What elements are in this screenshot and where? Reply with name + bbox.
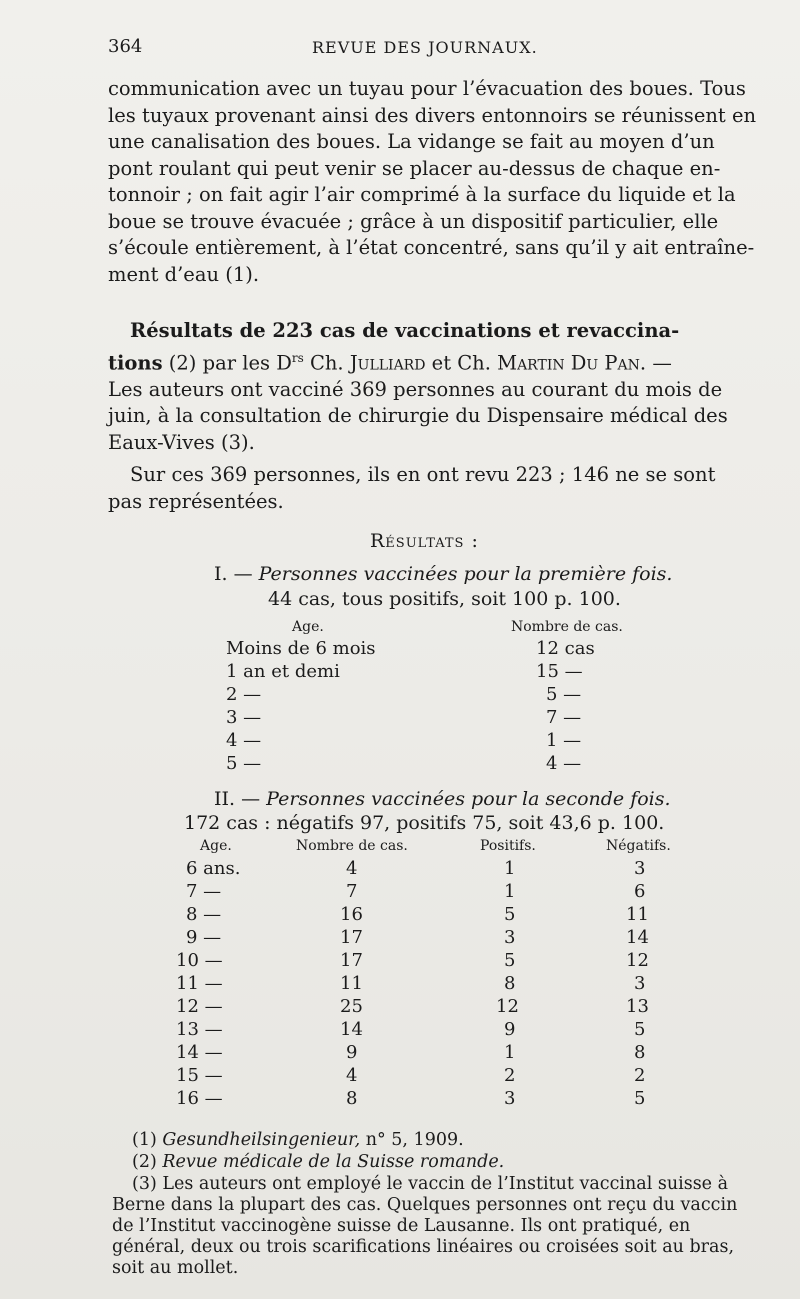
table2-cell-age: 8 — (186, 904, 222, 925)
text-line: pont roulant qui peut venir se placer au-dessus de chaque en- (108, 156, 721, 180)
running-title: REVUE DES JOURNAUX. (312, 38, 538, 57)
table2-cell-age: 9 — (186, 927, 222, 948)
table2-cell-negative: 12 (626, 950, 649, 971)
table2-cell-count: 4 (346, 858, 358, 879)
table1-cell-age: Moins de 6 mois (226, 638, 376, 659)
table2-cell-age: 11 — (176, 973, 223, 994)
table2-cell-negative: 3 (634, 858, 646, 879)
author-and: et Ch. (425, 351, 498, 374)
page-header (0, 36, 800, 60)
table2-cell-negative: 5 (634, 1019, 646, 1040)
table2-cell-positive: 3 (504, 927, 516, 948)
table1-cell-count: 5 — (546, 684, 582, 705)
table2-header-age: Age. (200, 838, 232, 854)
table1-cell-age: 4 — (226, 730, 262, 751)
table2-cell-positive: 5 (504, 950, 516, 971)
table2-cell-age: 10 — (176, 950, 223, 971)
table2-cell-count: 11 (340, 973, 363, 994)
table1-header-age: Age. (292, 619, 324, 635)
table1-cell-age: 3 — (226, 707, 262, 728)
table2-cell-count: 17 (340, 927, 363, 948)
author2-last: Martin Du Pan (497, 351, 640, 374)
text-line: Sur ces 369 personnes, ils en ont revu 223 ; 146 ne se sont (130, 463, 716, 486)
text-line: ment d’eau (1). (108, 262, 260, 286)
table1-cell-count: 4 — (546, 753, 582, 774)
table2-cell-count: 14 (340, 1019, 363, 1040)
article-title-line (108, 318, 758, 345)
table2-cell-positive: 5 (504, 904, 516, 925)
table2-cell-positive: 1 (504, 881, 516, 902)
table2-cell-count: 4 (346, 1065, 358, 1086)
section1-title-text: Personnes vaccinées pour la première fois. (258, 563, 673, 585)
table2-cell-count: 7 (346, 881, 358, 902)
text-line: pas représentées. (108, 489, 284, 513)
table2-cell-age: 15 — (176, 1065, 223, 1086)
table1-cell-count: 7 — (546, 707, 582, 728)
article-title-end: tions (108, 351, 163, 374)
article-byline (108, 345, 758, 377)
table2-cell-negative: 2 (634, 1065, 646, 1086)
table1-cell-age: 2 — (226, 684, 262, 705)
table2-cell-positive: 8 (504, 973, 516, 994)
table2-cell-count: 25 (340, 996, 363, 1017)
footnote-3 (112, 1174, 767, 1279)
text-line: communication avec un tuyau pour l’évacuation des boues. Tous (108, 77, 746, 100)
section2-summary: 172 cas : négatifs 97, positifs 75, soit 43,6 p. 100. (184, 812, 665, 834)
text-line: tonnoir ; on fait agir l’air comprimé à la surface du liquide et la (108, 183, 736, 206)
table1-cell-count: 15 — (536, 661, 583, 682)
table2-cell-negative: 13 (626, 996, 649, 1017)
section2-title (214, 788, 671, 810)
table2-cell-age: 12 — (176, 996, 223, 1017)
footnote-2-number: (2) (132, 1152, 163, 1172)
article-intro (108, 318, 758, 456)
footnote-1-number: (1) (132, 1130, 163, 1150)
article-paragraph-2 (108, 462, 758, 515)
footnote-1 (132, 1130, 464, 1150)
section1-title (214, 563, 672, 585)
section1-summary: 44 cas, tous positifs, soit 100 p. 100. (268, 588, 621, 610)
footnote-2 (132, 1152, 504, 1172)
table2-header-negative: Négatifs. (606, 838, 671, 854)
footnote-line: Berne dans la plupart des cas. Quelques personnes ont reçu du vaccin (112, 1195, 738, 1215)
article-title: Résultats de 223 cas de vaccinations et revaccina- (130, 319, 680, 342)
footnote-1-title: Gesundheilsingenieur, (162, 1130, 361, 1150)
table2-cell-negative: 8 (634, 1042, 646, 1063)
table2-cell-negative: 6 (634, 881, 646, 902)
table2-cell-age: 6 ans. (186, 858, 241, 879)
byline-dash: . — (639, 351, 672, 374)
table1-cell-age: 5 — (226, 753, 262, 774)
table2-cell-negative: 11 (626, 904, 649, 925)
table2-cell-count: 16 (340, 904, 363, 925)
table2-cell-negative: 5 (634, 1088, 646, 1109)
text-line: s’écoule entièrement, à l’état concentré, sans qu’il y ait entraîne- (108, 236, 755, 259)
text-line: une canalisation des boues. La vidange se fait au moyen d’un (108, 130, 715, 153)
table2-cell-count: 9 (346, 1042, 358, 1063)
text-line: Les auteurs ont vacciné 369 personnes au courant du mois de (108, 377, 723, 401)
table2-cell-positive: 9 (504, 1019, 516, 1040)
table2-cell-count: 8 (346, 1088, 358, 1109)
text-line: les tuyaux provenant ainsi des divers entonnoirs se réunissent en (108, 103, 757, 127)
byline-prefix: (2) par les D (162, 351, 292, 374)
footnote-line: général, deux ou trois scarifications linéaires ou croisées soit au bras, (112, 1237, 735, 1257)
drs-superscript: rs (291, 350, 304, 365)
section2-title-text: Personnes vaccinées pour la seconde fois. (266, 788, 671, 810)
table1-cell-count: 1 — (546, 730, 582, 751)
footnote-line: (3) Les auteurs ont employé le vaccin de l’Institut vaccinal suisse à (132, 1174, 729, 1194)
footnote-line: soit au mollet. (112, 1258, 239, 1278)
table2-cell-positive: 1 (504, 1042, 516, 1063)
footnote-1-rest: n° 5, 1909. (360, 1130, 464, 1150)
text-line: juin, à la consultation de chirurgie du Dispensaire médical des (108, 404, 728, 427)
table2-cell-positive: 2 (504, 1065, 516, 1086)
table2-cell-count: 17 (340, 950, 363, 971)
footnote-2-title: Revue médicale de la Suisse romande. (162, 1152, 505, 1172)
table1-cell-count: 12 cas (536, 638, 595, 659)
table2-cell-age: 7 — (186, 881, 222, 902)
author1-first: Ch. (303, 351, 350, 374)
text-line: boue se trouve évacuée ; grâce à un dispositif particulier, elle (108, 209, 719, 233)
table1-cell-age: 1 an et demi (226, 661, 340, 682)
text-line: Eaux-Vives (3). (108, 430, 255, 454)
table2-cell-age: 14 — (176, 1042, 223, 1063)
page-number: 364 (108, 36, 143, 57)
author1-last: Julliard (349, 351, 426, 374)
table1-header-count: Nombre de cas. (511, 619, 623, 635)
section2-numeral: II. — (214, 788, 267, 810)
table2-cell-positive: 3 (504, 1088, 516, 1109)
table2-cell-age: 13 — (176, 1019, 223, 1040)
table2-cell-negative: 14 (626, 927, 649, 948)
footnote-line: de l’Institut vaccinogène suisse de Lausanne. Ils ont pratiqué, en (112, 1216, 691, 1236)
section1-numeral: I. — (214, 563, 259, 585)
paragraph-continuation (108, 76, 758, 288)
table2-header-count: Nombre de cas. (296, 838, 408, 854)
table2-cell-positive: 12 (496, 996, 519, 1017)
table2-header-positive: Positifs. (480, 838, 536, 854)
table2-cell-positive: 1 (504, 858, 516, 879)
results-heading: Résultats : (370, 530, 479, 552)
table2-cell-age: 16 — (176, 1088, 223, 1109)
table2-cell-negative: 3 (634, 973, 646, 994)
